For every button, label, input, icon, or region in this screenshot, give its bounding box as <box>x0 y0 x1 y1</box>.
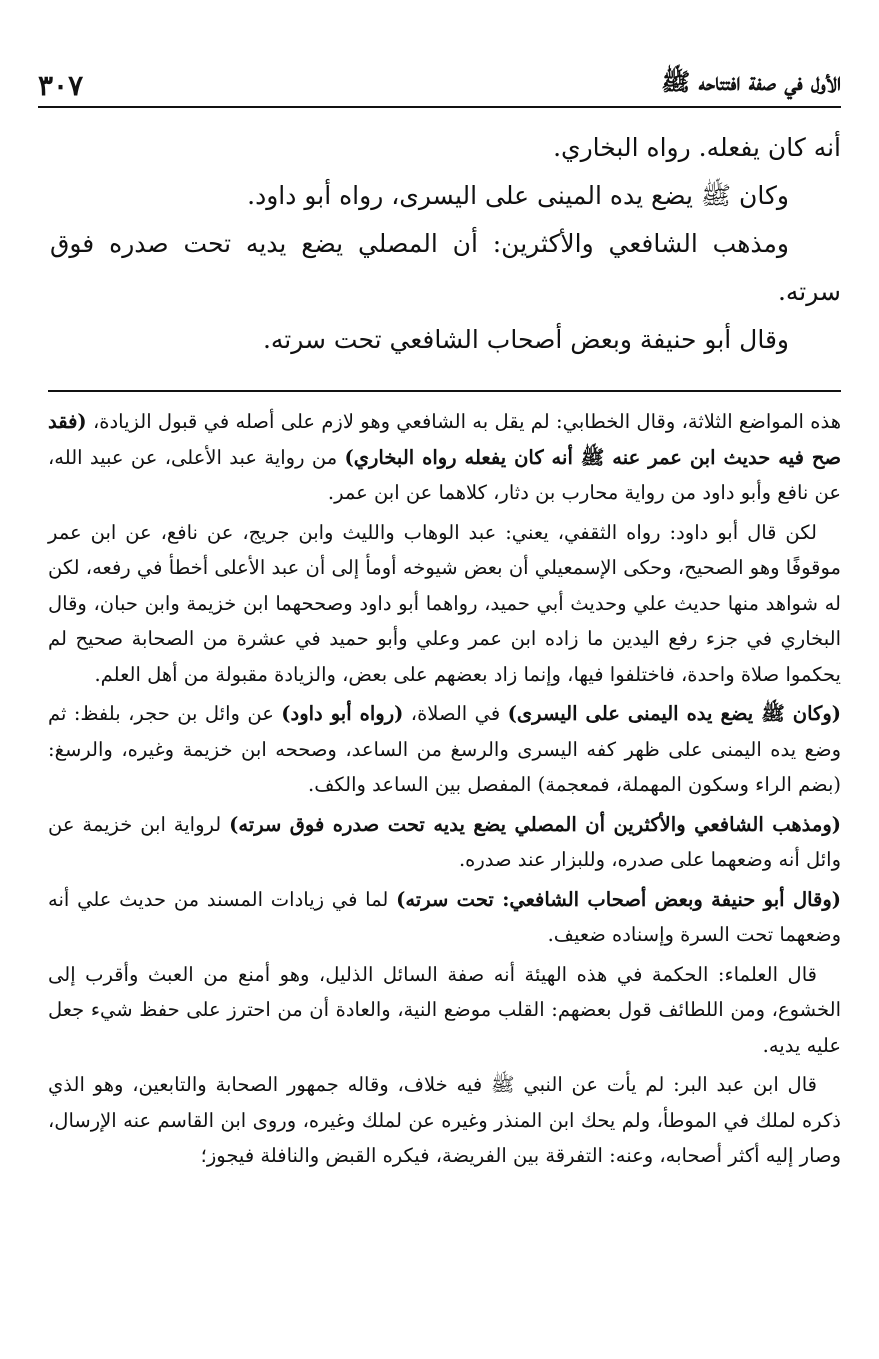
commentary-paragraph <box>48 882 841 953</box>
commentary-text: من رواية عبد الأعلى، عن عبيد الله، عن نافع وأبو داود من رواية محارب بن دثار، كلاهما عن ابن عمر. <box>48 445 841 504</box>
commentary <box>48 404 841 1178</box>
main-paragraph: وقال أبو حنيفة وبعض أصحاب الشافعي تحت سرته. <box>262 325 789 354</box>
quoted-matn: (وكان ﷺ يضع يده اليمنى على اليسرى) <box>507 702 841 725</box>
main-paragraph: وكان ﷺ يضع يده المينى على اليسرى، رواه أبو داود. <box>247 181 789 210</box>
quoted-matn: (رواه أبو داود) <box>281 702 404 725</box>
commentary-text: في الصلاة، <box>410 702 501 725</box>
quoted-matn: (وقال أبو حنيفة وبعض أصحاب الشافعي: تحت سرته) <box>396 887 842 911</box>
main-paragraph: أنه كان يفعله. رواه البخاري. <box>553 133 841 162</box>
main-paragraph: ومذهب الشافعي والأكثرين: أن المصلي يضع يديه تحت صدره فوق سرته. <box>50 229 841 306</box>
commentary-text: لرواية ابن خزيمة عن وائل أنه وضعهما على صدره، وللبزار عند صدره. <box>48 812 841 871</box>
commentary-paragraph: قال ابن عبد البر: لم يأت عن النبي ﷺ فيه خلاف، وقاله جمهور الصحابة والتابعين، وهو الذي ذكره لملك في الموطأ، ولم يحك ابن المنذر وغيره عن لملك وغيره، وروى ابن القاسم عنه الإرسال، وصار إليه أكثر أصحابه، وعنه: التفرقة بين الفريضة، فيكره القبض والنافلة فيجوز؛ <box>48 1073 841 1167</box>
commentary-paragraph <box>48 807 841 878</box>
running-head <box>38 58 841 108</box>
quoted-matn: (فقد صح فيه حديث ابن عمر عنه ﷺ أنه كان يفعله رواه البخاري) <box>48 410 841 469</box>
commentary-paragraph <box>48 696 841 803</box>
commentary-text: هذه المواضع الثلاثة، وقال الخطابي: لم يقل به الشافعي وهو لازم على أصله في قبول الزيادة، <box>92 410 841 433</box>
commentary-text: لما في زيادات المسند من حديث علي أنه وضعهما تحت السرة وإسناده ضعيف. <box>48 887 841 946</box>
commentary-text: عن وائل بن حجر، بلفظ: ثم وضع يده اليمنى على ظهر كفه اليسرى والرسغ من الساعد، وصححه ابن خزيمة وغيره، والرسغ: (بضم الراء وسكون المهملة، فمعجمة) المفصل بين الساعد والكف. <box>48 702 841 796</box>
quoted-matn: (ومذهب الشافعي والأكثرين أن المصلي يضع يديه تحت صدره فوق سرته) <box>229 812 842 836</box>
separator-rule <box>48 390 841 392</box>
main-text <box>50 124 841 364</box>
page-number: ٣٠٧ <box>38 69 84 102</box>
running-title: الأول في صفة افتتاحه ﷺ <box>661 67 841 96</box>
commentary-paragraph <box>48 404 841 511</box>
commentary-paragraph: قال العلماء: الحكمة في هذه الهيئة أنه صفة السائل الذليل، وهو أمنع من العبث وأقرب إلى الخشوع، ومن اللطائف قول بعضهم: القلب موضع النية، والعادة أن من احترز على حفظ شيء جعل عليه يديه. <box>48 962 841 1057</box>
commentary-paragraph: لكن قال أبو داود: رواه الثقفي، يعني: عبد الوهاب والليث وابن جريج، عن نافع، عن ابن عمر موقوفًا وهو الصحيح، وحكى الإسمعيلي أن بعض شيوخه أومأ إلى أن عبد الأعلى أخطأ في رفعه، لكن له شواهد منها حديث علي وحديث أبي حميد، رواهما أبو داود وصححهما ابن خزيمة وابن حبان، وقال البخاري في جزء رفع اليدين ما زاده ابن عمر وعلي وأبو حميد في عشرة من الصحابة صحيح لم يحكموا صلاة واحدة، فاختلفوا فيها، وإنما زاد بعضهم على بعض، والزيادة مقبولة من أهل العلم. <box>48 520 841 686</box>
